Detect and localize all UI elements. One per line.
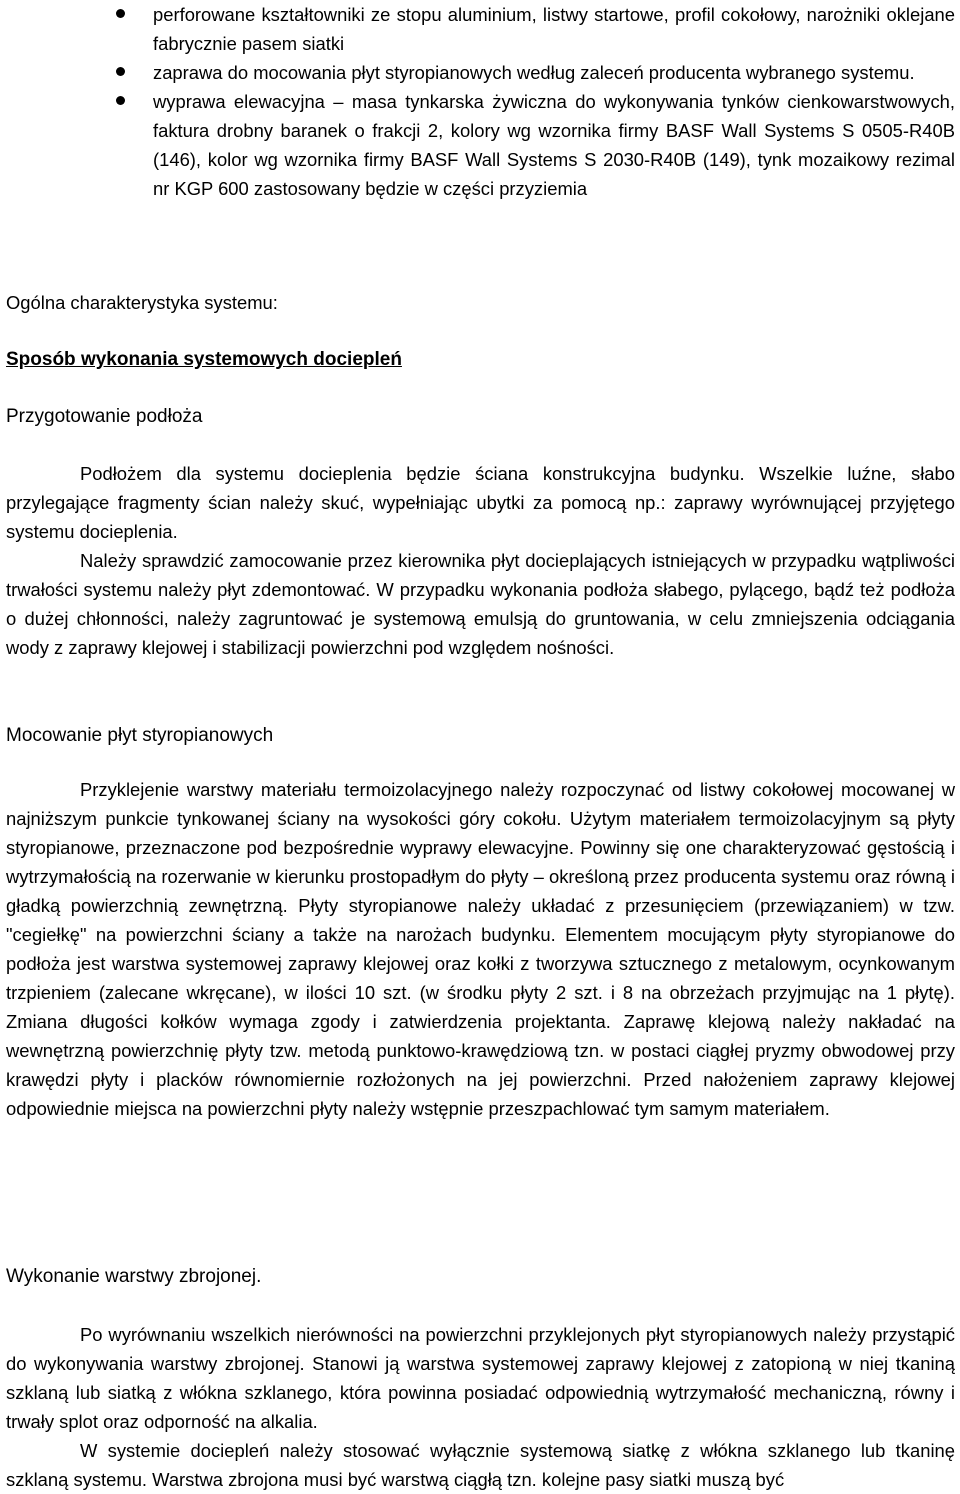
bullet-icon	[116, 67, 125, 76]
bullet-item	[0, 87, 960, 203]
bullet-item	[0, 0, 960, 58]
bullet-icon	[116, 96, 125, 105]
subsection-title-mounting: Mocowanie płyt styropianowych	[6, 725, 274, 746]
bullet-text: zaprawa do mocowania płyt styropianowych według zaleceń producenta wybranego systemu.	[153, 62, 915, 83]
general-label: Ogólna charakterystyka systemu:	[6, 292, 278, 313]
bullet-icon	[116, 9, 125, 18]
bullet-text: wyprawa elewacyjna – masa tynkarska żywiczna do wykonywania tynków cienkowarstwowych, faktura drobny baranek o frakcji 2, kolory wg wzornika firmy BASF Wall Systems S 0505-R40B (146), kolor wg wzornika firmy BASF Wall Systems S 2030-R40B (149), tynk mozaikowy rezimal nr KGP 600 zastosowany będzie w części przyziemia	[153, 91, 955, 199]
paragraph-preparation-2: Należy sprawdzić zamocowanie przez kierownika płyt docieplających istniejących w przypadku wątpliwości trwałości systemu należy płyt zdemontować. W przypadku wykonania podłoża słabego, pylącego, bądź też podłoża o dużej chłonności, należy zagruntować je systemową emulsją do gruntowania, w celu zmniejszenia odciągania wody z zaprawy klejowej i stabilizacji powierzchni pod względem nośności.	[6, 550, 955, 658]
materials-bullet-list	[0, 0, 960, 203]
section-heading: Sposób wykonania systemowych dociepleń	[6, 349, 402, 370]
bullet-item	[0, 58, 960, 87]
subsection-title-reinforcement: Wykonanie warstwy zbrojonej.	[6, 1266, 262, 1287]
paragraph-mounting: Przyklejenie warstwy materiału termoizolacyjnego należy rozpoczynać od listwy cokołowej mocowanej w najniższym punkcie tynkowanej ściany na wysokości góry cokołu. Użytym materiałem termoizolacyjnym są płyty styropianowe, przeznaczone pod bezpośrednie wyprawy elewacyjne. Powinny się one charakteryzować gęstością i wytrzymałością na rozerwanie w kierunku prostopadłym do płyty – określoną przez producenta systemu oraz równą i gładką powierzchnią zewnętrzną. Płyty styropianowe należy układać z przesunięciem (przewiązaniem) w tzw. "cegiełkę" na powierzchni ściany a także na narożach budynku. Elementem mocującym płyty styropianowe do podłoża jest warstwa systemowej zaprawy klejowej oraz kołki z tworzywa sztucznego z metalowym, ocynkowanym trzpieniem (zalecane wkręcane), w ilości 10 szt. (w środku płyty 2 szt. i 8 na obrzeżach przyjmując na 1 płytę). Zmiana długości kołków wymaga zgody i zatwierdzenia projektanta. Zaprawę klejową należy nakładać na wewnętrzną powierzchnię płyty tzw. metodą punktowo-krawędziową tzn. w postaci ciągłej pryzmy obwodowej przy krawędzi płyty i placków równomiernie rozłożonych na jej powierzchni. Przed nałożeniem zaprawy klejowej odpowiednie miejsca na powierzchni płyty należy wstępnie przeszpachlować tym samym materiałem.	[6, 779, 955, 1119]
bullet-text: perforowane kształtowniki ze stopu aluminium, listwy startowe, profil cokołowy, narożniki oklejane fabrycznie pasem siatki	[153, 4, 955, 54]
paragraph-preparation-1: Podłożem dla systemu docieplenia będzie ściana konstrukcyjna budynku. Wszelkie luźne, słabo przylegające fragmenty ścian należy skuć, wypełniając ubytki za pomocą np.: zaprawy wyrównującej przyjętego systemu docieplenia.	[6, 463, 955, 542]
paragraph-reinforcement-1: Po wyrównaniu wszelkich nierówności na powierzchni przyklejonych płyt styropianowych należy przystąpić do wykonywania warstwy zbrojonej. Stanowi ją warstwa systemowej zaprawy klejowej z zatopioną w niej tkaniną szklaną lub siatką z włókna szklanego, która powinna posiadać odpowiednią wytrzymałość mechaniczną, równy i trwały splot oraz odporność na alkalia.	[6, 1324, 955, 1432]
paragraph-reinforcement-2: W systemie dociepleń należy stosować wyłącznie systemową siatkę z włókna szklanego lub tkaninę szklaną systemu. Warstwa zbrojona musi być warstwą ciągłą tzn. kolejne pasy siatki muszą być	[6, 1440, 955, 1490]
subsection-title-preparation: Przygotowanie podłoża	[6, 406, 203, 427]
